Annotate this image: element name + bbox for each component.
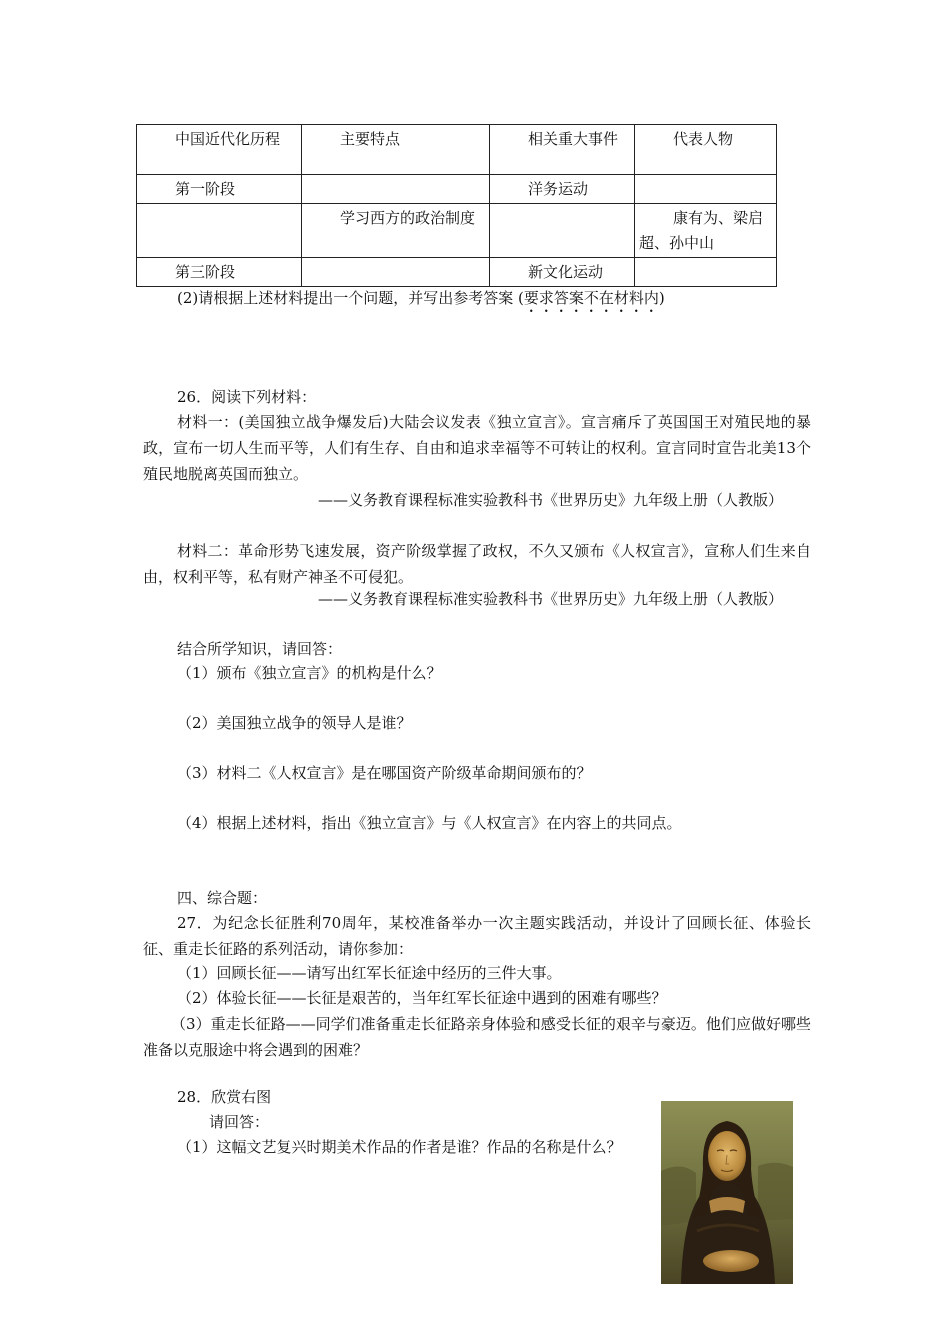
modernization-table xyxy=(136,124,777,287)
question-25-part-2 xyxy=(177,286,665,316)
table-cell: 第三阶段 xyxy=(137,258,302,287)
table-cell: 学习西方的政治制度 xyxy=(302,204,490,258)
question-text: ) xyxy=(658,289,665,307)
material-1-source: ——义务教育课程标准实验教科书《世界历史》九年级上册（人教版） xyxy=(318,491,784,509)
material-2: 材料二：革命形势飞速发展，资产阶级掌握了政权，不久又颁布《人权宣言》，宣称人们生来自由，权利平等，私有财产神圣不可侵犯。 xyxy=(143,542,811,586)
table-header-row xyxy=(137,125,777,175)
table-cell: 洋务运动 xyxy=(490,175,635,204)
table-row xyxy=(137,258,777,287)
question-26-1: （1）颁布《独立宣言》的机构是什么？ xyxy=(177,664,442,682)
emphasis-text: 要求答案不在材料内 xyxy=(523,289,659,307)
question-26-title: 26．阅读下列材料： xyxy=(177,388,317,406)
table-header-cell: 中国近代化历程 xyxy=(137,125,302,175)
table-row xyxy=(137,175,777,204)
table-row xyxy=(137,204,777,258)
question-26-3: （3）材料二《人权宣言》是在哪国资产阶级革命期间颁布的？ xyxy=(177,764,592,782)
table-cell xyxy=(635,175,777,204)
mona-lisa-painting xyxy=(661,1101,793,1284)
question-26-2: （2）美国独立战争的领导人是谁？ xyxy=(177,714,412,732)
table-cell xyxy=(302,175,490,204)
table-cell xyxy=(490,204,635,258)
table-cell: 新文化运动 xyxy=(490,258,635,287)
table-header-cell: 相关重大事件 xyxy=(490,125,635,175)
question-28-1: （1）这幅文艺复兴时期美术作品的作者是谁？作品的名称是什么？ xyxy=(177,1138,622,1156)
question-28-prompt: 请回答： xyxy=(209,1113,270,1131)
section-4-title: 四、综合题： xyxy=(177,889,268,907)
table-cell: 第一阶段 xyxy=(137,175,302,204)
portrait-image xyxy=(661,1101,793,1284)
question-27-intro: 27．为纪念长征胜利70周年，某校准备举办一次主题实践活动，并设计了回顾长征、体验长征、重走长征路的系列活动，请你参加： xyxy=(143,914,811,958)
table-cell xyxy=(137,204,302,258)
question-26-4: （4）根据上述材料，指出《独立宣言》与《人权宣言》在内容上的共同点。 xyxy=(177,814,682,832)
question-text: (2)请根据上述材料提出一个问题，并写出参考答案 ( xyxy=(177,289,524,307)
question-28-title: 28．欣赏右图 xyxy=(177,1088,272,1106)
answer-prompt: 结合所学知识，请回答： xyxy=(177,640,343,658)
table-cell: 康有为、梁启超、孙中山 xyxy=(635,204,777,258)
question-27-3: （3）重走长征路——同学们准备重走长征路亲身体验和感受长征的艰辛与豪迈。他们应做好哪些准备以克服途中将会遇到的困难？ xyxy=(143,1015,811,1059)
table-header-cell: 主要特点 xyxy=(302,125,490,175)
material-2-source: ——义务教育课程标准实验教科书《世界历史》九年级上册（人教版） xyxy=(318,590,784,608)
table-cell xyxy=(635,258,777,287)
question-27-1: （1）回顾长征——请写出红军长征途中经历的三件大事。 xyxy=(177,964,562,982)
table-header-cell: 代表人物 xyxy=(635,125,777,175)
question-27-2: （2）体验长征——长征是艰苦的，当年红军长征途中遇到的困难有哪些？ xyxy=(177,989,667,1007)
material-1: 材料一：(美国独立战争爆发后)大陆会议发表《独立宣言》。宣言痛斥了英国国王对殖民地的暴政，宣布一切人生而平等，人们有生存、自由和追求幸福等不可转让的权利。宣言同时宣告北美13个殖民地脱离英国而独立。 xyxy=(143,413,811,483)
table-cell xyxy=(302,258,490,287)
